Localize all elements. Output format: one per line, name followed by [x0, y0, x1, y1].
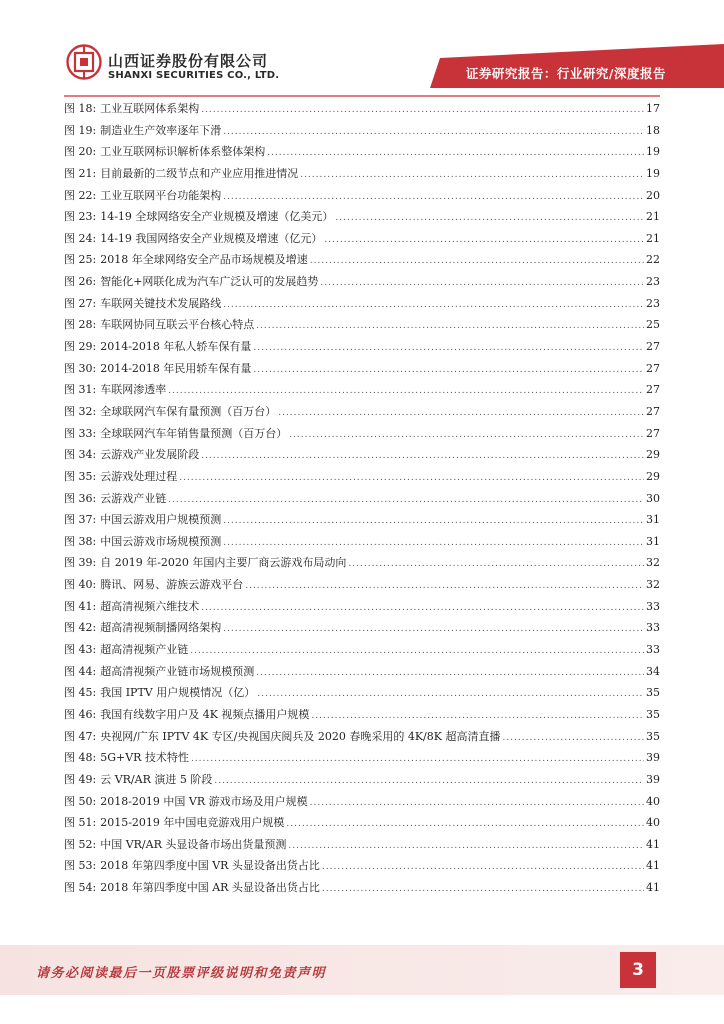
toc-entry-title: 全球联网汽车保有量预测（百万台）	[100, 404, 277, 418]
toc-entry-page: 29	[646, 469, 660, 483]
toc-entry[interactable]	[64, 877, 660, 899]
toc-entry-page: 33	[646, 643, 660, 657]
toc-entry-page: 21	[646, 231, 660, 245]
toc-entry-title: 云游戏处理过程	[100, 469, 178, 483]
toc-leader-dots	[286, 814, 644, 836]
toc-leader-dots	[223, 619, 644, 641]
toc-entry-page: 27	[646, 383, 660, 397]
toc-entry-title: 制造业生产效率逐年下滑	[100, 123, 222, 137]
toc-entry-title: 2018 年全球网络安全产品市场规模及增速	[100, 253, 308, 267]
toc-leader-dots	[256, 663, 644, 685]
toc-entry[interactable]	[64, 163, 660, 185]
toc-entry-label: 图 38:	[64, 534, 97, 548]
toc-entry-label: 图 29:	[64, 340, 97, 354]
toc-leader-dots	[201, 446, 644, 468]
toc-entry-page: 39	[646, 772, 660, 786]
toc-entry[interactable]	[64, 726, 660, 748]
toc-entry[interactable]	[64, 336, 660, 358]
toc-entry[interactable]	[64, 379, 660, 401]
toc-entry[interactable]	[64, 552, 660, 574]
toc-entry[interactable]	[64, 401, 660, 423]
toc-entry-title: 工业互联网平台功能架构	[100, 188, 222, 202]
toc-entry-label: 图 45:	[64, 686, 97, 700]
toc-entry-title: 云游戏产业链	[100, 491, 167, 505]
toc-leader-dots	[256, 316, 644, 338]
toc-entry-page: 21	[646, 210, 660, 224]
toc-entry[interactable]	[64, 98, 660, 120]
toc-entry[interactable]	[64, 855, 660, 877]
toc-entry[interactable]	[64, 704, 660, 726]
toc-entry-page: 27	[646, 404, 660, 418]
toc-entry-label: 图 39:	[64, 556, 97, 570]
page-number: 3	[620, 952, 656, 988]
toc-entry-title: 2015-2019 年中国电竞游戏用户规模	[100, 816, 285, 830]
toc-entry[interactable]	[64, 206, 660, 228]
toc-entry[interactable]	[64, 293, 660, 315]
toc-entry-page: 41	[646, 881, 660, 895]
toc-entry-page: 18	[646, 123, 660, 137]
toc-entry-page: 23	[646, 275, 660, 289]
toc-entry[interactable]	[64, 747, 660, 769]
toc-entry[interactable]	[64, 596, 660, 618]
toc-entry-label: 图 49:	[64, 772, 97, 786]
toc-entry-label: 图 37:	[64, 513, 97, 527]
toc-entry-page: 35	[646, 707, 660, 721]
disclaimer-notice: 请务必阅读最后一页股票评级说明和免责声明	[36, 966, 327, 981]
toc-entry-label: 图 31:	[64, 383, 97, 397]
figure-list	[64, 98, 660, 899]
toc-entry[interactable]	[64, 423, 660, 445]
toc-entry-label: 图 23:	[64, 210, 97, 224]
toc-entry-title: 工业互联网体系架构	[100, 102, 200, 115]
toc-entry-label: 图 41:	[64, 599, 97, 613]
toc-entry[interactable]	[64, 791, 660, 813]
toc-leader-dots	[190, 641, 644, 663]
toc-entry[interactable]	[64, 574, 660, 596]
toc-entry-label: 图 26:	[64, 275, 97, 289]
toc-entry[interactable]	[64, 509, 660, 531]
toc-entry-title: 超高清视频制播网络架构	[100, 621, 222, 635]
toc-entry[interactable]	[64, 617, 660, 639]
toc-leader-dots	[310, 251, 644, 273]
toc-entry-title: 超高清视频产业链	[100, 643, 189, 657]
toc-entry-label: 图 44:	[64, 664, 97, 678]
toc-entry-page: 23	[646, 296, 660, 310]
toc-entry[interactable]	[64, 661, 660, 683]
toc-entry-label: 图 20:	[64, 145, 97, 159]
toc-entry-label: 图 35:	[64, 469, 97, 483]
toc-leader-dots	[168, 490, 644, 512]
toc-entry-label: 图 46:	[64, 707, 97, 721]
toc-entry-page: 33	[646, 621, 660, 635]
toc-entry-label: 图 25:	[64, 253, 97, 267]
toc-entry-page: 19	[646, 166, 660, 180]
toc-entry-page: 30	[646, 491, 660, 505]
toc-leader-dots	[322, 857, 644, 879]
toc-entry-page: 35	[646, 686, 660, 700]
toc-entry-page: 41	[646, 859, 660, 873]
toc-entry-title: 云 VR/AR 演进 5 阶段	[100, 772, 213, 786]
toc-entry-title: 中国 VR/AR 头显设备市场出货量预测	[100, 837, 287, 851]
toc-entry-label: 图 19:	[64, 123, 97, 137]
toc-entry[interactable]	[64, 249, 660, 271]
toc-entry-label: 图 24:	[64, 231, 97, 245]
toc-entry[interactable]	[64, 120, 660, 142]
toc-entry[interactable]	[64, 271, 660, 293]
toc-entry-label: 图 54:	[64, 881, 97, 895]
toc-entry-page: 29	[646, 448, 660, 462]
toc-entry-title: 14-19 我国网络安全产业规模及增速（亿元）	[100, 231, 323, 245]
toc-leader-dots	[502, 728, 644, 750]
toc-entry[interactable]	[64, 531, 660, 553]
toc-leader-dots	[289, 425, 644, 447]
toc-entry[interactable]	[64, 639, 660, 661]
report-type-label: 证券研究报告：行业研究/深度报告	[465, 66, 666, 81]
toc-entry-label: 图 42:	[64, 621, 97, 635]
toc-entry[interactable]	[64, 185, 660, 207]
toc-entry-label: 图 22:	[64, 188, 97, 202]
toc-entry-title: 超高清视频六维技术	[100, 599, 200, 613]
toc-entry[interactable]	[64, 834, 660, 856]
toc-leader-dots	[214, 771, 644, 793]
toc-leader-dots	[267, 143, 644, 165]
toc-entry-page: 39	[646, 751, 660, 765]
toc-entry-page: 22	[646, 253, 660, 267]
toc-entry-page: 27	[646, 340, 660, 354]
toc-entry-title: 我国有线数字用户及 4K 视频点播用户规模	[100, 707, 310, 721]
toc-entry[interactable]	[64, 358, 660, 380]
toc-leader-dots	[223, 295, 644, 317]
toc-entry[interactable]	[64, 228, 660, 250]
toc-leader-dots	[257, 684, 644, 706]
toc-entry-label: 图 53:	[64, 859, 97, 873]
toc-entry-label: 图 18:	[64, 102, 97, 115]
toc-entry[interactable]	[64, 812, 660, 834]
toc-entry-page: 41	[646, 837, 660, 851]
toc-entry-label: 图 43:	[64, 643, 97, 657]
toc-leader-dots	[245, 576, 644, 598]
toc-entry-title: 2018 年第四季度中国 VR 头显设备出货占比	[100, 859, 320, 873]
toc-entry-label: 图 30:	[64, 361, 97, 375]
toc-leader-dots	[223, 122, 644, 144]
toc-entry-title: 腾讯、网易、游族云游戏平台	[100, 578, 244, 592]
toc-entry[interactable]	[64, 314, 660, 336]
toc-entry-label: 图 33:	[64, 426, 97, 440]
toc-entry-page: 27	[646, 361, 660, 375]
toc-entry-page: 27	[646, 426, 660, 440]
toc-entry-title: 央视网/广东 IPTV 4K 专区/央视国庆阅兵及 2020 春晚采用的 4K/8K 超高清直播	[100, 729, 501, 743]
toc-entry-label: 图 50:	[64, 794, 97, 808]
toc-entry-title: 2014-2018 年私人轿车保有量	[100, 340, 252, 354]
toc-entry[interactable]	[64, 466, 660, 488]
toc-entry-title: 14-19 全球网络安全产业规模及增速（亿美元）	[100, 210, 334, 224]
toc-entry-title: 车联网关键技术发展路线	[100, 296, 222, 310]
toc-leader-dots	[179, 468, 644, 490]
toc-entry[interactable]	[64, 141, 660, 163]
toc-entry-title: 智能化+网联化成为汽车广泛认可的发展趋势	[100, 275, 319, 289]
toc-entry-page: 31	[646, 534, 660, 548]
toc-entry-page: 19	[646, 145, 660, 159]
toc-entry-title: 自 2019 年-2020 年国内主要厂商云游戏布局动向	[100, 556, 347, 570]
toc-entry-title: 车联网协同互联云平台核心特点	[100, 318, 255, 332]
toc-entry-label: 图 36:	[64, 491, 97, 505]
toc-leader-dots	[288, 836, 644, 858]
toc-leader-dots	[223, 511, 644, 533]
toc-entry-page: 34	[646, 664, 660, 678]
toc-entry-title: 云游戏产业发展阶段	[100, 448, 200, 462]
toc-entry-title: 5G+VR 技术特性	[100, 751, 189, 765]
toc-leader-dots	[223, 533, 644, 555]
toc-leader-dots	[253, 360, 644, 382]
toc-entry-label: 图 21:	[64, 166, 97, 180]
toc-entry-label: 图 52:	[64, 837, 97, 851]
toc-entry-label: 图 51:	[64, 816, 97, 830]
toc-entry-title: 中国云游戏用户规模预测	[100, 513, 222, 527]
toc-entry-page: 40	[646, 816, 660, 830]
toc-leader-dots	[223, 187, 644, 209]
toc-entry-title: 2014-2018 年民用轿车保有量	[100, 361, 252, 375]
toc-entry[interactable]	[64, 769, 660, 791]
toc-leader-dots	[322, 879, 644, 901]
toc-entry-title: 超高清视频产业链市场规模预测	[100, 664, 255, 678]
toc-entry-page: 31	[646, 513, 660, 527]
toc-entry-label: 图 27:	[64, 296, 97, 310]
toc-entry-page: 32	[646, 578, 660, 592]
toc-leader-dots	[201, 598, 644, 620]
toc-entry-page: 32	[646, 556, 660, 570]
toc-entry-title: 我国 IPTV 用户规模情况（亿）	[100, 686, 256, 700]
toc-entry[interactable]	[64, 488, 660, 510]
shanxi-securities-logo-icon	[66, 44, 102, 80]
toc-entry-label: 图 40:	[64, 578, 97, 592]
toc-entry-label: 图 47:	[64, 729, 97, 743]
toc-entry-page: 17	[646, 102, 660, 115]
toc-entry-title: 全球联网汽车年销售量预测（百万台）	[100, 426, 288, 440]
toc-leader-dots	[320, 273, 644, 295]
company-name-en: SHANXI SECURITIES CO., LTD.	[108, 70, 280, 81]
toc-entry-label: 图 34:	[64, 448, 97, 462]
toc-entry-page: 25	[646, 318, 660, 332]
toc-entry-label: 图 32:	[64, 404, 97, 418]
toc-leader-dots	[278, 403, 644, 425]
toc-entry-page: 33	[646, 599, 660, 613]
toc-entry[interactable]	[64, 444, 660, 466]
toc-leader-dots	[324, 230, 644, 252]
toc-entry-title: 目前最新的二级节点和产业应用推进情况	[100, 166, 299, 180]
toc-entry-title: 2018-2019 中国 VR 游戏市场及用户规模	[100, 794, 308, 808]
toc-entry-title: 2018 年第四季度中国 AR 头显设备出货占比	[100, 881, 320, 895]
company-name-cn: 山西证券股份有限公司	[108, 52, 269, 70]
toc-leader-dots	[348, 554, 644, 576]
toc-entry-label: 图 48:	[64, 751, 97, 765]
toc-leader-dots	[201, 100, 644, 122]
toc-leader-dots	[300, 165, 644, 187]
toc-entry-page: 35	[646, 729, 660, 743]
toc-entry-title: 车联网渗透率	[100, 383, 167, 397]
toc-entry-title: 中国云游戏市场规模预测	[100, 534, 222, 548]
toc-leader-dots	[311, 706, 644, 728]
toc-entry-page: 20	[646, 188, 660, 202]
toc-entry-page: 40	[646, 794, 660, 808]
toc-leader-dots	[310, 793, 644, 815]
toc-entry[interactable]	[64, 682, 660, 704]
toc-entry-title: 工业互联网标识解析体系整体架构	[100, 145, 266, 159]
toc-leader-dots	[253, 338, 644, 360]
toc-leader-dots	[335, 208, 644, 230]
toc-leader-dots	[191, 749, 644, 771]
toc-entry-label: 图 28:	[64, 318, 97, 332]
toc-leader-dots	[168, 381, 644, 403]
